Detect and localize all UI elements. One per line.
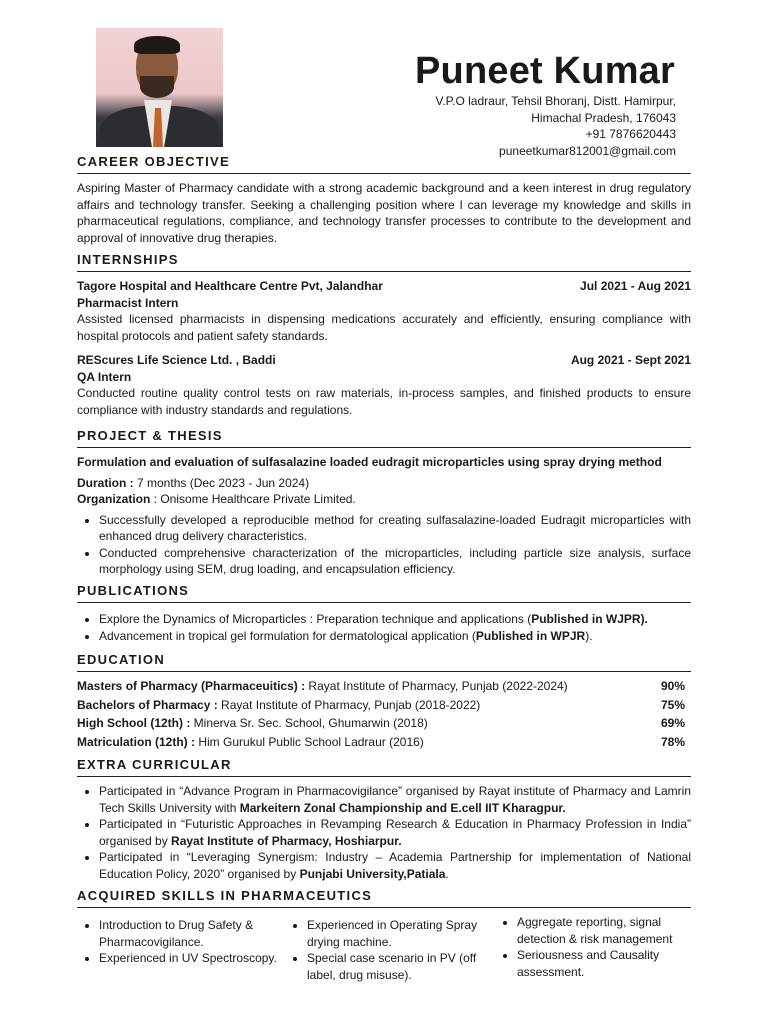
skill-item: • Experienced in UV Spectroscopy. bbox=[99, 950, 285, 967]
duration-label: Duration : bbox=[77, 475, 134, 490]
section-title: EXTRA CURRICULAR bbox=[77, 757, 691, 777]
list-item bbox=[99, 628, 691, 645]
internship-desc: Conducted routine quality control tests on raw materials, in-process samples, and finished products to ensure compliance with industry standards and regulations. bbox=[77, 386, 691, 417]
institution: Him Gurukul Public School Ladraur (2016) bbox=[195, 734, 424, 749]
institution: Rayat Institute of Pharmacy, Punjab (2018-2022) bbox=[217, 697, 481, 712]
candidate-name: Puneet Kumar bbox=[414, 50, 675, 92]
degree-name: High School (12th) : bbox=[77, 716, 191, 730]
institution: Rayat Institute of Pharmacy, Punjab (2022-2024) bbox=[305, 679, 568, 693]
skill-item: • Special case scenario in PV (off label, drug misuse). bbox=[307, 950, 495, 983]
education-row bbox=[77, 733, 691, 752]
internship-item bbox=[77, 278, 691, 344]
internship-dates: Jul 2021 - Aug 2021 bbox=[580, 279, 691, 293]
degree-name: Bachelors of Pharmacy : bbox=[77, 697, 218, 712]
internship-desc: Assisted licensed pharmacists in dispensing medications accurately and efficiently, ensuring compliance with hospital protocols and patient safety standards. bbox=[77, 312, 691, 343]
education-section bbox=[77, 652, 691, 751]
publication-list bbox=[77, 611, 691, 644]
education-row bbox=[77, 714, 691, 733]
section-title: PUBLICATIONS bbox=[77, 583, 691, 603]
publication-text: Explore the Dynamics of Microparticles : Preparation technique and applications ( bbox=[99, 612, 532, 626]
address-line-2: Himachal Pradesh, 176043 bbox=[531, 110, 676, 125]
internships-section bbox=[77, 252, 691, 418]
internship-org: Tagore Hospital and Healthcare Centre Pvt, Jalandhar bbox=[77, 279, 383, 293]
publication-text: Advancement in tropical gel formulation for dermatological application ( bbox=[99, 628, 476, 643]
section-title: PROJECT & THESIS bbox=[77, 428, 691, 448]
list-item: • Participated in “Advance Program in Pharmacovigilance” organised by Rayat institute of Pharmacy and Lamrin Tech Skills University with Markeitern Zonal Championship and E.cell IIT Kharagpur. bbox=[99, 783, 691, 816]
skill-item: • Experienced in Operating Spray drying machine. bbox=[307, 917, 495, 950]
career-objective-section bbox=[77, 154, 691, 246]
list-item: • Participated in “Leveraging Synergism: Industry – Academia Partnership for implementation of National Education Policy, 2020” organised by Punjabi University,Patiala. bbox=[99, 849, 691, 882]
skills-section bbox=[77, 888, 691, 983]
extra-list bbox=[77, 783, 691, 882]
percentage: 78% bbox=[660, 734, 685, 749]
percentage: 69% bbox=[660, 716, 685, 730]
skill-item: • Aggregate reporting, signal detection & risk management bbox=[517, 914, 691, 947]
skills-columns bbox=[77, 914, 691, 983]
skill-item: • Introduction to Drug Safety & Pharmacovigilance. bbox=[99, 917, 285, 950]
skill-item: • Seriousness and Causality assessment. bbox=[517, 947, 691, 980]
percentage: 75% bbox=[660, 697, 685, 712]
institution: Minerva Sr. Sec. School, Ghumarwin (2018) bbox=[190, 716, 428, 730]
list-item: • Conducted comprehensive characterization of the microparticles, including particle size analysis, surface morphology using SEM, drug loading, and encapsulation efficiency. bbox=[99, 545, 691, 578]
internship-role: Pharmacist Intern bbox=[77, 295, 179, 310]
internship-dates: Aug 2021 - Sept 2021 bbox=[570, 353, 691, 367]
profile-photo bbox=[96, 28, 223, 147]
list-item bbox=[99, 611, 691, 628]
publication-venue: Published in WPJR bbox=[475, 628, 586, 643]
education-row bbox=[77, 696, 691, 715]
email-address[interactable]: puneetkumar812001@gmail.com bbox=[499, 143, 676, 158]
project-section bbox=[77, 428, 691, 578]
extra-curricular-section bbox=[77, 757, 691, 882]
internship-item bbox=[77, 352, 691, 418]
contact-block bbox=[435, 93, 676, 159]
publication-venue: Published in WJPR bbox=[531, 612, 641, 626]
list-item: • Participated in “Futuristic Approaches in Revamping Research & Education in Pharmacy Profession in India” organised by Rayat Institute of Pharmacy, Hoshiarpur. bbox=[99, 816, 691, 849]
list-item: • Successfully developed a reproducible method for creating sulfasalazine-loaded Eudragit microparticles with enhanced drug delivery characteristics. bbox=[99, 512, 691, 545]
organization-value: : Onisome Healthcare Private Limited. bbox=[150, 492, 356, 506]
publication-end: ). bbox=[585, 628, 593, 643]
address-line-1: V.P.O ladraur, Tehsil Bhoranj, Distt. Hamirpur, bbox=[435, 94, 676, 108]
section-title: CAREER OBJECTIVE bbox=[77, 154, 691, 174]
percentage: 90% bbox=[660, 679, 685, 693]
section-title: ACQUIRED SKILLS IN PHARMACEUTICS bbox=[77, 888, 691, 908]
project-heading: Formulation and evaluation of sulfasalazine loaded eudragit microparticles using spray drying method bbox=[77, 455, 662, 469]
phone-number: +91 7876620443 bbox=[585, 127, 676, 141]
section-title: EDUCATION bbox=[77, 652, 691, 672]
internship-org: REScures Life Science Ltd. , Baddi bbox=[77, 353, 276, 367]
publications-section bbox=[77, 583, 691, 644]
project-bullets bbox=[77, 512, 691, 578]
career-objective-text: Aspiring Master of Pharmacy candidate with a strong academic background and a keen interest in drug regulatory affairs and technology transfer. Seeking a challenging position where I can leverage my knowledge and skills in pharmaceutical regulations, compliance, and technology transfer processes to contribute to the development and approval of innovative drug therapies. bbox=[77, 181, 691, 245]
duration-value: 7 months (Dec 2023 - Jun 2024) bbox=[133, 475, 310, 490]
publication-end: ). bbox=[640, 612, 648, 626]
education-row bbox=[77, 677, 691, 696]
degree-name: Masters of Pharmacy (Pharmaceuitics) : bbox=[77, 679, 306, 693]
degree-name: Matriculation (12th) : bbox=[77, 734, 196, 749]
organization-label: Organization bbox=[77, 492, 151, 506]
internship-role: QA Intern bbox=[77, 369, 132, 384]
section-title: INTERNSHIPS bbox=[77, 252, 691, 272]
